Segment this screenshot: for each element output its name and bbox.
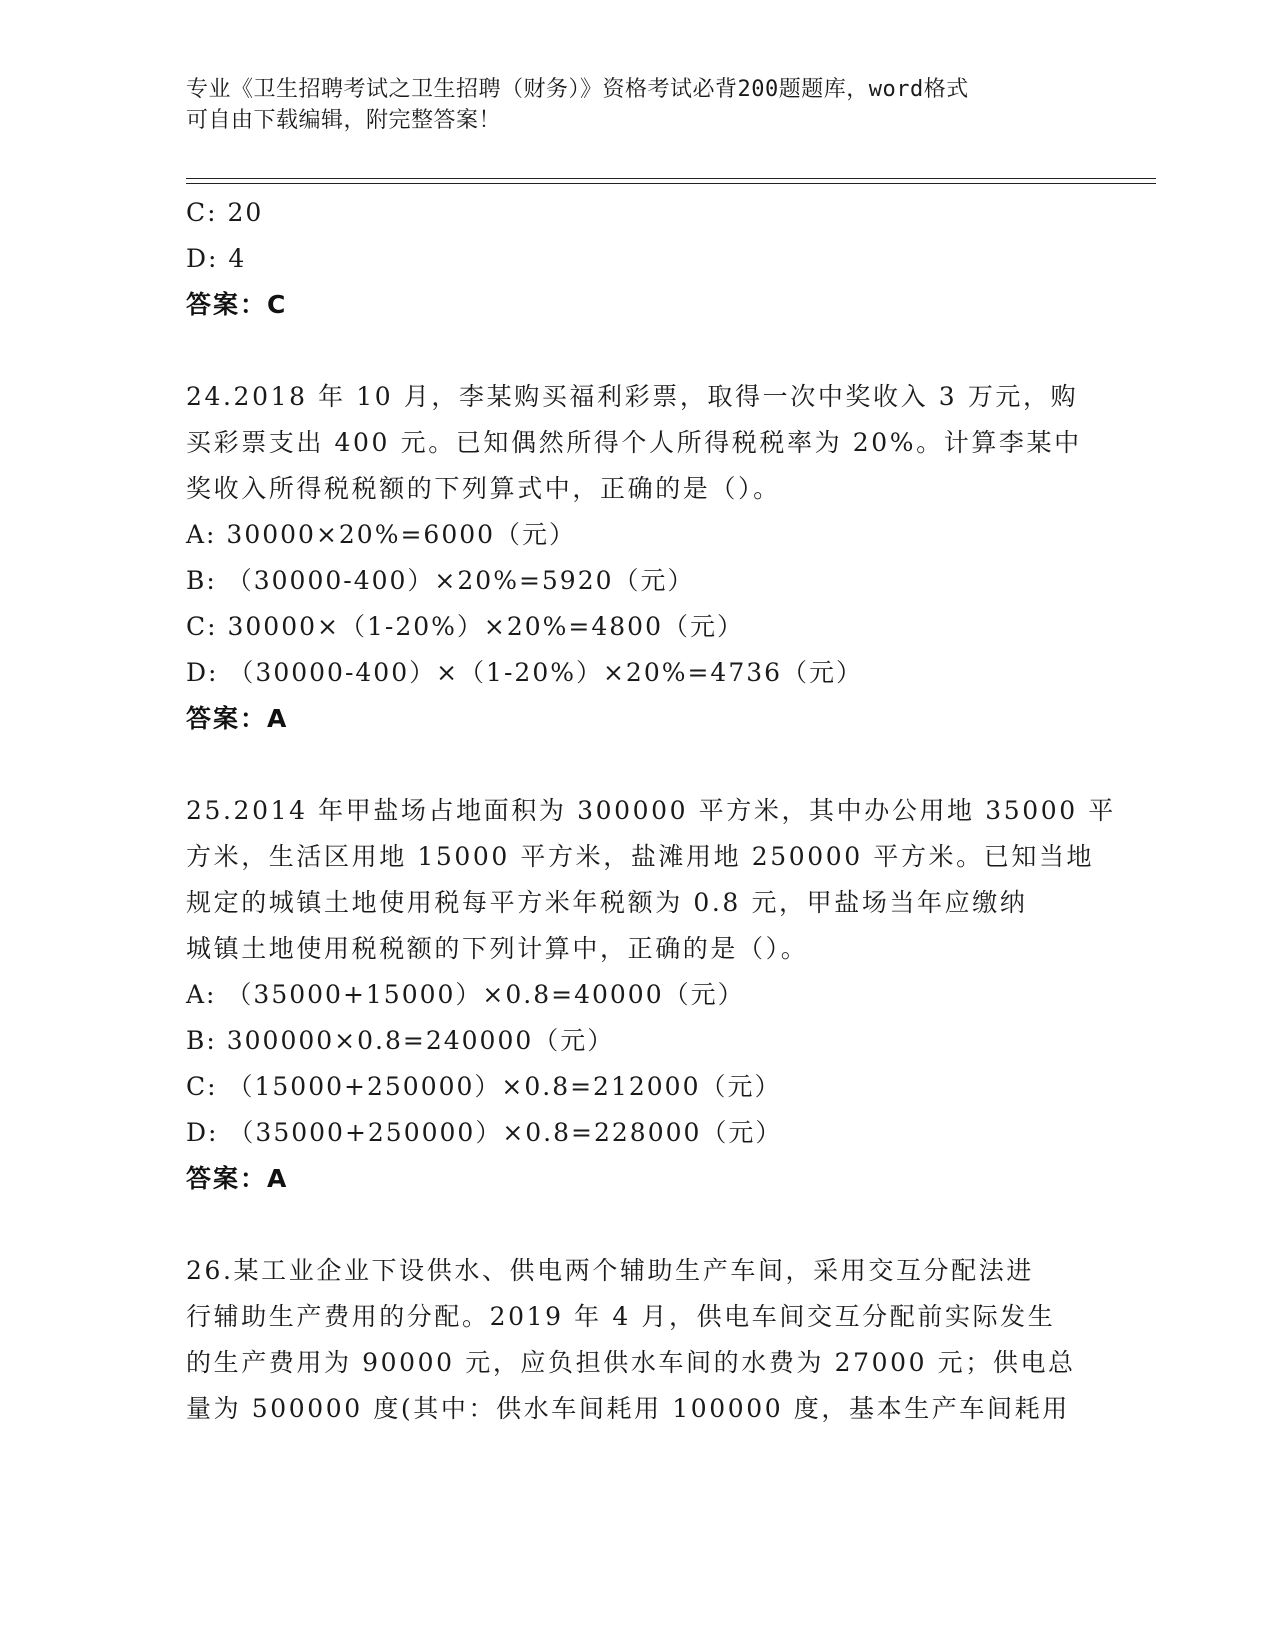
q25-stem-line: 规定的城镇土地使用税每平方米年税额为 0.8 元，甲盐场当年应缴纳 xyxy=(186,888,1028,917)
q24-answer: 答案：A xyxy=(186,704,289,733)
q25-option-c: C: （15000+250000）×0.8=212000（元） xyxy=(186,1072,782,1101)
header-title-line1: 专业《卫生招聘考试之卫生招聘（财务）》资格考试必背200题题库，word格式 xyxy=(186,77,969,102)
q26-stem-line: 量为 500000 度(其中：供水车间耗用 100000 度，基本生产车间耗用 xyxy=(186,1394,1070,1423)
q26-stem-line: 的生产费用为 90000 元，应负担供水车间的水费为 27000 元；供电总 xyxy=(186,1348,1076,1377)
header-title-line2: 可自由下载编辑，附完整答案！ xyxy=(186,108,502,133)
spacer xyxy=(186,1202,1086,1248)
q24-option-a: A: 30000×20%=6000（元） xyxy=(186,520,577,549)
q25-option-a: A: （35000+15000）×0.8=40000（元） xyxy=(186,980,745,1009)
q24-stem-line: 买彩票支出 400 元。已知偶然所得个人所得税税率为 20%。计算李某中 xyxy=(186,428,1082,457)
q24-option-b: B: （30000-400）×20%=5920（元） xyxy=(186,566,695,595)
q25-stem-line: 城镇土地使用税税额的下列计算中，正确的是（）。 xyxy=(186,934,809,963)
q23-option-c: C: 20 xyxy=(186,198,264,227)
q25-answer: 答案：A xyxy=(186,1164,289,1193)
q26-stem-line: 26.某工业企业下设供水、供电两个辅助生产车间，采用交互分配法进 xyxy=(186,1256,1034,1285)
q24-stem-line: 奖收入所得税税额的下列算式中，正确的是（）。 xyxy=(186,474,781,503)
question-list xyxy=(186,190,1116,1432)
q26-stem-line: 行辅助生产费用的分配。2019 年 4 月，供电车间交互分配前实际发生 xyxy=(186,1302,1056,1331)
header-divider-top xyxy=(186,178,1156,179)
q23-option-d: D: 4 xyxy=(186,244,247,273)
document-header xyxy=(186,74,1066,136)
q24-stem-line: 24.2018 年 10 月，李某购买福利彩票，取得一次中奖收入 3 万元，购 xyxy=(186,382,1079,411)
q25-option-b: B: 300000×0.8=240000（元） xyxy=(186,1026,615,1055)
q23-answer: 答案：C xyxy=(186,290,288,319)
spacer xyxy=(186,742,1086,788)
q25-stem-line: 25.2014 年甲盐场占地面积为 300000 平方米，其中办公用地 35000 平 xyxy=(186,796,1116,825)
q24-option-c: C: 30000×（1-20%）×20%=4800（元） xyxy=(186,612,744,641)
q25-stem-line: 方米，生活区用地 15000 平方米，盐滩用地 250000 平方米。已知当地 xyxy=(186,842,1095,871)
q25-option-d: D: （35000+250000）×0.8=228000（元） xyxy=(186,1118,783,1147)
spacer xyxy=(186,328,1086,374)
q24-option-d: D: （30000-400）×（1-20%）×20%=4736（元） xyxy=(186,658,864,687)
header-divider-bottom xyxy=(186,183,1156,184)
